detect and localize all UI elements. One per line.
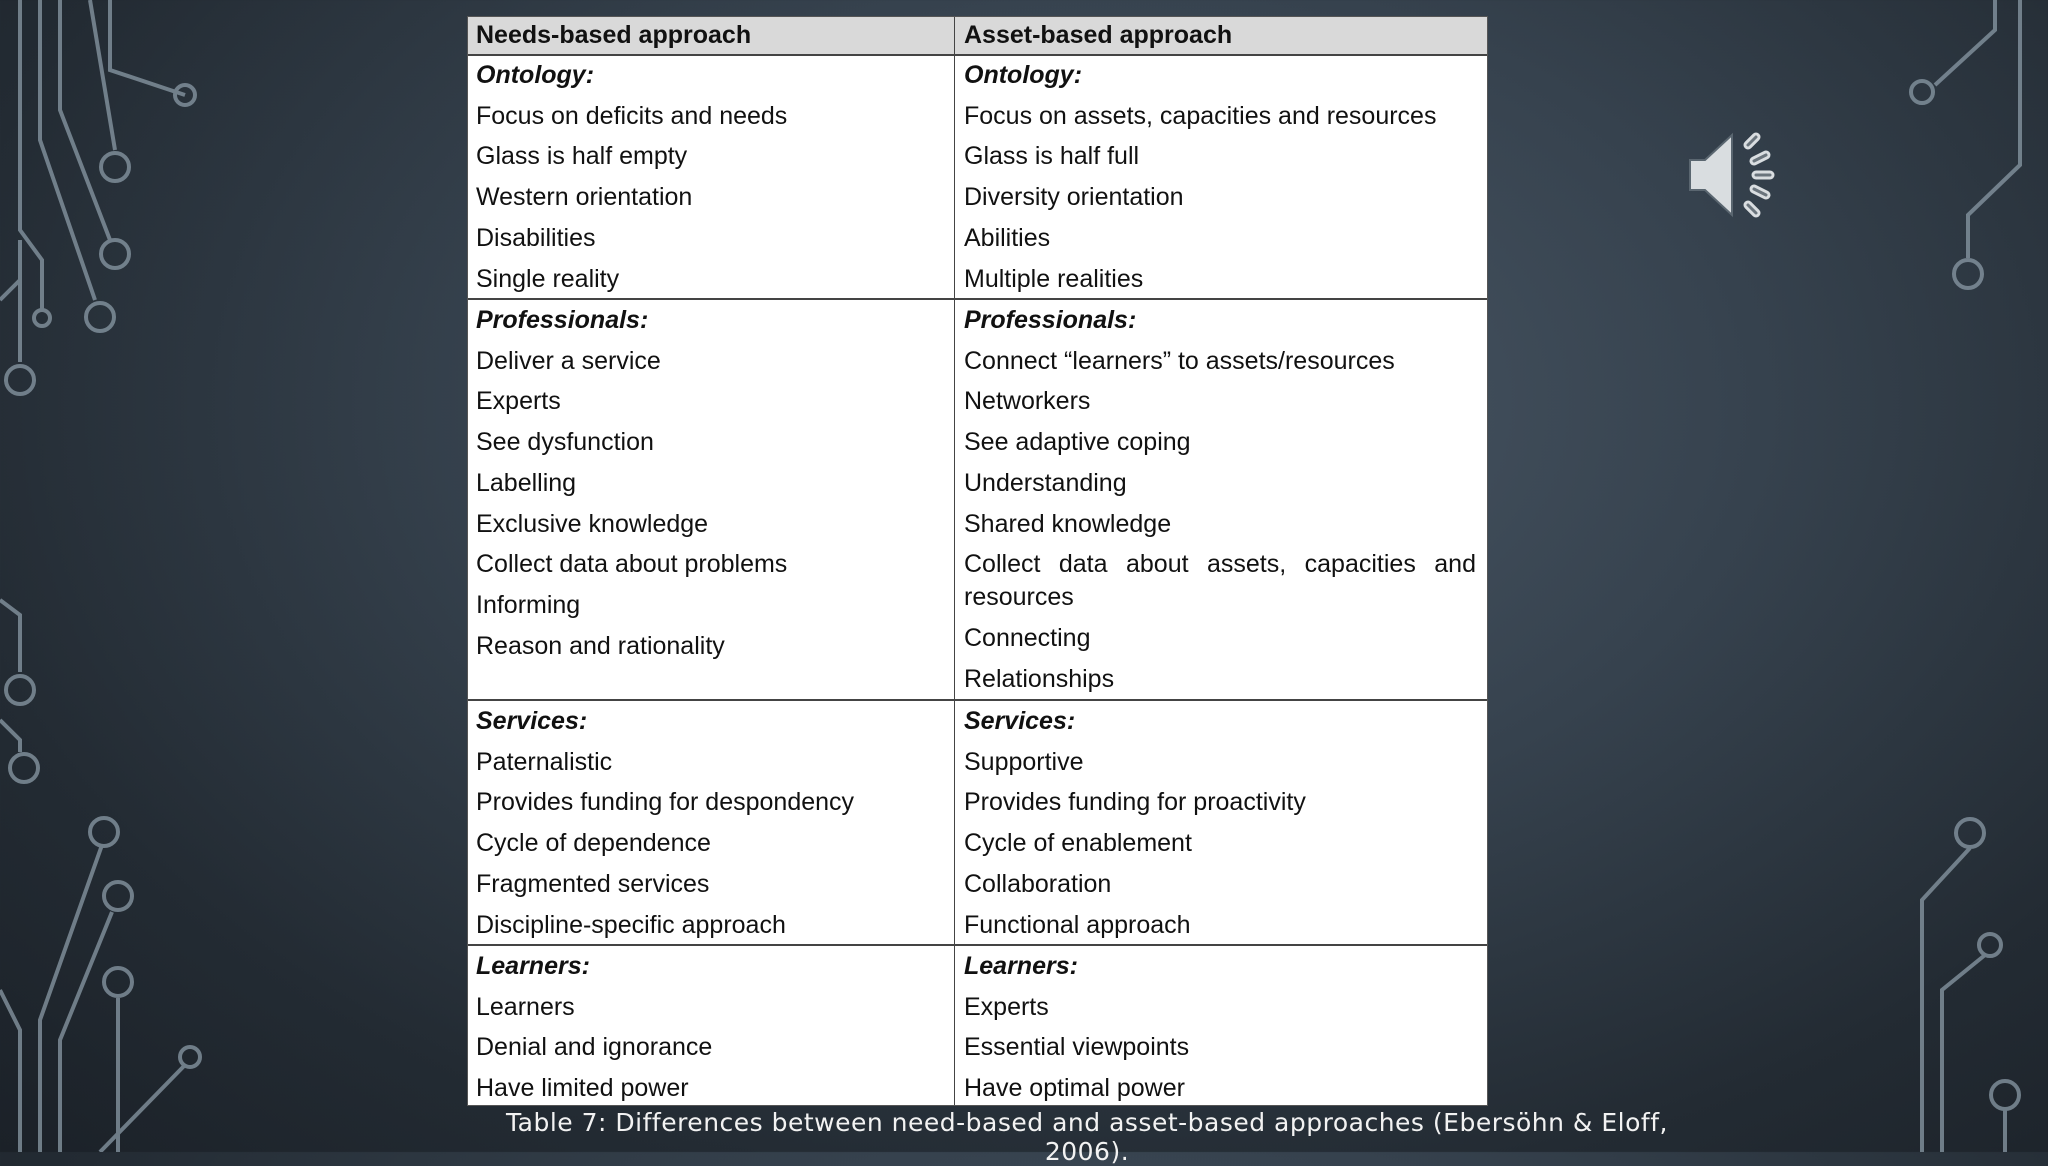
table-cell-text: Provides funding for despondency — [476, 788, 855, 817]
table-cell-text: Cycle of enablement — [964, 829, 1192, 858]
section-divider — [468, 699, 1487, 701]
table-cell-text: Collect data about assets, capacities and resources — [964, 550, 1476, 612]
section-heading: Learners: — [476, 952, 590, 980]
table-cell-text: Relationships — [964, 664, 1115, 693]
table-cell-text: Labelling — [476, 468, 577, 497]
table-cell-text: Fragmented services — [476, 869, 710, 898]
table-cell-text: Glass is half full — [964, 142, 1140, 171]
table-cell-text: Focus on deficits and needs — [476, 101, 788, 130]
table-cell-text: Informing — [476, 590, 581, 619]
header-needs-based: Needs-based approach — [476, 21, 752, 49]
table-header — [468, 17, 1487, 56]
section-heading: Ontology: — [476, 61, 595, 89]
table-cell-text: Learners — [476, 992, 575, 1021]
table-cell-text: Collaboration — [964, 869, 1112, 898]
table-cell-text: Focus on assets, capacities and resources — [964, 101, 1437, 130]
table-cell-text: Reason and rationality — [476, 631, 725, 660]
table-cell-text: Collect data about problems — [476, 550, 788, 579]
table-cell-text: Connecting — [964, 623, 1091, 652]
table-cell-text: Single reality — [476, 264, 620, 293]
table-cell-text: Cycle of dependence — [476, 829, 711, 858]
table-cell-text: See dysfunction — [476, 428, 654, 457]
section-heading: Services: — [476, 707, 588, 735]
comparison-table — [467, 16, 1488, 1106]
section-divider — [468, 298, 1487, 300]
table-cell-text: Experts — [964, 992, 1049, 1021]
section-divider — [468, 944, 1487, 946]
table-cell-text: Multiple realities — [964, 264, 1144, 293]
table-cell-text: Exclusive knowledge — [476, 509, 709, 538]
section-heading: Services: — [964, 707, 1076, 735]
table-cell-text: Essential viewpoints — [964, 1033, 1190, 1062]
table-cell-text: Experts — [476, 387, 561, 416]
table-cell-text: Paternalistic — [476, 747, 613, 776]
table-cell-text: Diversity orientation — [964, 183, 1184, 212]
table-cell-text: Glass is half empty — [476, 142, 688, 171]
table-cell-text: Shared knowledge — [964, 509, 1172, 538]
table-cell-text: Deliver a service — [476, 346, 661, 375]
table-cell-text: Networkers — [964, 387, 1091, 416]
header-asset-based: Asset-based approach — [964, 21, 1233, 49]
section-heading: Professionals: — [964, 306, 1137, 334]
table-cell-text: Abilities — [964, 223, 1051, 252]
table-cell-text: Have limited power — [476, 1074, 689, 1103]
table-cell-text: Supportive — [964, 747, 1084, 776]
section-heading: Professionals: — [476, 306, 649, 334]
table-cell-text: Western orientation — [476, 183, 693, 212]
table-cell-text: Disabilities — [476, 223, 596, 252]
column-divider — [954, 17, 955, 1105]
table-cell-text: Discipline-specific approach — [476, 910, 786, 939]
section-heading: Ontology: — [964, 61, 1083, 89]
section-heading: Learners: — [964, 952, 1078, 980]
table-cell-text: Connect “learners” to assets/resources — [964, 346, 1395, 375]
table-cell-text: Have optimal power — [964, 1074, 1185, 1103]
table-cell-text: Denial and ignorance — [476, 1033, 713, 1062]
table-caption: Table 7: Differences between need-based and asset-based approaches (Ebersöhn & Eloff, 2006). — [506, 1108, 1668, 1166]
table-cell-text: Functional approach — [964, 910, 1191, 939]
table-cell-text: Understanding — [964, 468, 1127, 497]
table-cell-text: Provides funding for proactivity — [964, 788, 1306, 817]
speaker-icon[interactable] — [1680, 125, 1790, 225]
table-cell-text: See adaptive coping — [964, 428, 1191, 457]
